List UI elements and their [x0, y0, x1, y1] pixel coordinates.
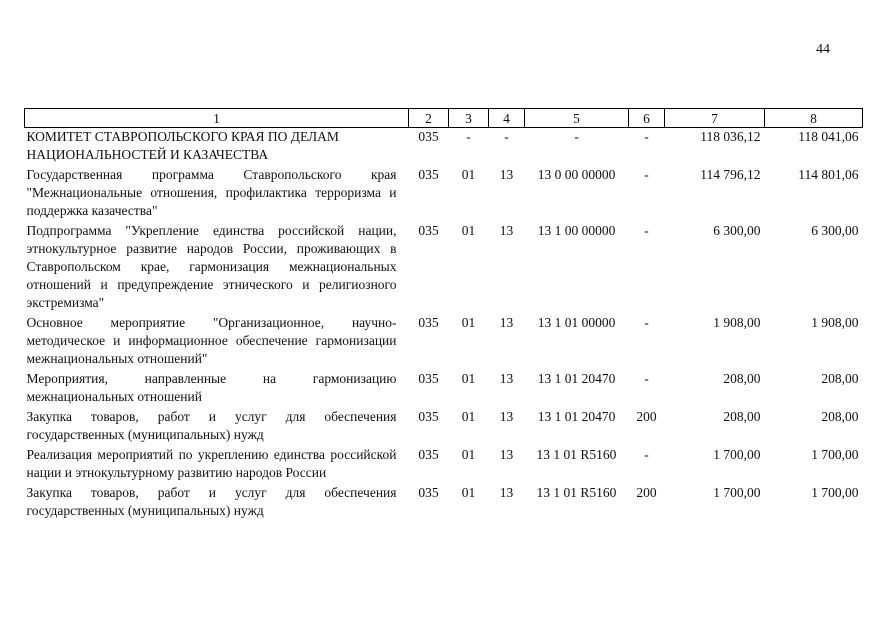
row-expense-type: -	[644, 447, 649, 462]
row-amount-8: 1 908,00	[811, 315, 859, 330]
column-header: 4	[489, 109, 525, 128]
table-row	[25, 166, 863, 222]
row-code: 035	[418, 167, 439, 182]
row-target-code: -	[574, 129, 579, 144]
page-number: 44	[816, 42, 830, 57]
row-code: 035	[418, 315, 439, 330]
row-amount-7: 114 796,12	[700, 167, 761, 182]
row-code: 035	[418, 409, 439, 424]
row-subsection: 13	[499, 485, 514, 500]
row-amount-7: 208,00	[723, 409, 761, 424]
budget-table	[24, 108, 863, 522]
row-code: 035	[418, 129, 439, 144]
row-subsection: 13	[499, 223, 514, 238]
row-section: 01	[461, 167, 476, 182]
row-section: 01	[461, 223, 476, 238]
row-code: 035	[418, 485, 439, 500]
row-subsection: -	[504, 129, 509, 144]
row-amount-7: 1 700,00	[713, 447, 761, 462]
column-header: 8	[765, 109, 863, 128]
row-target-code: 13 1 00 00000	[537, 223, 616, 238]
row-amount-8: 6 300,00	[811, 223, 859, 238]
row-section: 01	[461, 447, 476, 462]
row-amount-8: 118 041,06	[798, 129, 859, 144]
row-code: 035	[418, 447, 439, 462]
table-row	[25, 446, 863, 484]
table-row	[25, 314, 863, 370]
row-name: Мероприятия, направленные на гармонизацию межнациональных отношений	[26, 371, 397, 404]
column-header: 7	[665, 109, 765, 128]
row-target-code: 13 0 00 00000	[537, 167, 616, 182]
row-name: Подпрограмма "Укрепление единства российской нации, этнокультурное развитие народов России, проживающих в Ставропольском крае, гармонизация межнациональных отношений и предупреждение этнического и религиозного экстремизма"	[26, 223, 397, 310]
row-subsection: 13	[499, 409, 514, 424]
row-expense-type: -	[644, 223, 649, 238]
row-amount-7: 6 300,00	[713, 223, 761, 238]
row-section: 01	[461, 371, 476, 386]
row-expense-type: 200	[636, 485, 657, 500]
row-target-code: 13 1 01 R5160	[536, 485, 617, 500]
column-number-row	[25, 109, 863, 128]
row-amount-7: 1 700,00	[713, 485, 761, 500]
row-target-code: 13 1 01 20470	[537, 409, 616, 424]
row-section: 01	[461, 315, 476, 330]
row-amount-7: 118 036,12	[700, 129, 761, 144]
table-row	[25, 222, 863, 314]
row-section: 01	[461, 485, 476, 500]
row-target-code: 13 1 01 R5160	[536, 447, 617, 462]
row-name: Государственная программа Ставропольского края "Межнациональные отношения, профилактика терроризма и поддержка казачества"	[26, 167, 397, 218]
column-header: 6	[629, 109, 665, 128]
row-section: -	[466, 129, 471, 144]
row-amount-7: 1 908,00	[713, 315, 761, 330]
table-row	[25, 484, 863, 522]
row-subsection: 13	[499, 371, 514, 386]
row-subsection: 13	[499, 167, 514, 182]
row-name: Закупка товаров, работ и услуг для обеспечения государственных (муниципальных) нужд	[26, 409, 397, 442]
row-target-code: 13 1 01 20470	[537, 371, 616, 386]
row-name: Реализация мероприятий по укреплению единства российской нации и этнокультурному развитию народов России	[26, 447, 397, 480]
row-amount-7: 208,00	[723, 371, 761, 386]
table-row	[25, 370, 863, 408]
row-subsection: 13	[499, 447, 514, 462]
row-expense-type: -	[644, 167, 649, 182]
row-section: 01	[461, 409, 476, 424]
row-name: Основное мероприятие "Организационное, научно-методическое и информационное обеспечение гармонизации межнациональных отношений"	[26, 315, 397, 366]
table-row	[25, 408, 863, 446]
row-target-code: 13 1 01 00000	[537, 315, 616, 330]
row-amount-8: 208,00	[821, 409, 859, 424]
column-header: 1	[25, 109, 409, 128]
row-expense-type: -	[644, 315, 649, 330]
row-code: 035	[418, 371, 439, 386]
row-amount-8: 1 700,00	[811, 485, 859, 500]
row-name: КОМИТЕТ СТАВРОПОЛЬСКОГО КРАЯ ПО ДЕЛАМ НАЦИОНАЛЬНОСТЕЙ И КАЗАЧЕСТВА	[26, 129, 339, 162]
column-header: 3	[449, 109, 489, 128]
row-subsection: 13	[499, 315, 514, 330]
column-header: 5	[525, 109, 629, 128]
row-expense-type: -	[644, 129, 649, 144]
column-header: 2	[409, 109, 449, 128]
row-amount-8: 1 700,00	[811, 447, 859, 462]
row-expense-type: -	[644, 371, 649, 386]
row-code: 035	[418, 223, 439, 238]
row-expense-type: 200	[636, 409, 657, 424]
row-name: Закупка товаров, работ и услуг для обеспечения государственных (муниципальных) нужд	[26, 485, 397, 518]
row-amount-8: 114 801,06	[798, 167, 859, 182]
table-row	[25, 128, 863, 167]
row-amount-8: 208,00	[821, 371, 859, 386]
